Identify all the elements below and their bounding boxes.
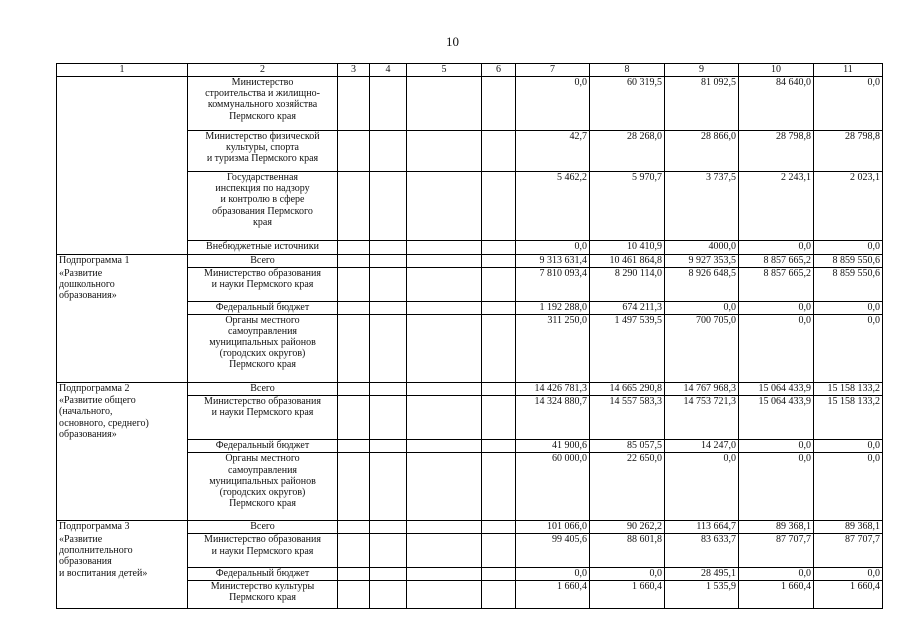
- amount-cell-col8: 85 057,5: [590, 440, 665, 453]
- subprogram-cell: [57, 581, 188, 609]
- amount-cell-col10: 0,0: [739, 301, 814, 314]
- empty-cell: [338, 172, 370, 241]
- amount-cell-col8: 10 410,9: [590, 241, 665, 255]
- table-row: [57, 131, 883, 172]
- amount-cell-col10: 0,0: [739, 440, 814, 453]
- empty-cell: [407, 521, 482, 534]
- amount-cell-col8: 88 601,8: [590, 534, 665, 568]
- empty-cell: [407, 581, 482, 609]
- amount-cell-col9: 28 866,0: [665, 131, 739, 172]
- subprogram-cell: [57, 172, 188, 241]
- empty-cell: [370, 241, 407, 255]
- funding-source-cell: Министерство образования и науки Пермского края: [188, 268, 338, 302]
- table-row: [57, 77, 883, 131]
- table-row: [57, 440, 883, 453]
- amount-cell-col10: 28 798,8: [739, 131, 814, 172]
- amount-cell-col10: 2 243,1: [739, 172, 814, 241]
- column-header-11: 11: [814, 64, 883, 77]
- amount-cell-col11: 15 158 133,2: [814, 382, 883, 395]
- empty-cell: [338, 453, 370, 521]
- column-header-3: 3: [338, 64, 370, 77]
- subprogram-cell: [57, 440, 188, 453]
- amount-cell-col10: 8 857 665,2: [739, 255, 814, 268]
- column-header-2: 2: [188, 64, 338, 77]
- subprogram-cell: [57, 301, 188, 314]
- empty-cell: [338, 268, 370, 302]
- empty-cell: [370, 255, 407, 268]
- table-row: [57, 521, 883, 534]
- amount-cell-col7: 311 250,0: [516, 314, 590, 382]
- amount-cell-col9: 4000,0: [665, 241, 739, 255]
- amount-cell-col11: 8 859 550,6: [814, 268, 883, 302]
- amount-cell-col8: 1 660,4: [590, 581, 665, 609]
- funding-source-cell: Министерство образования и науки Пермского края: [188, 534, 338, 568]
- empty-cell: [407, 453, 482, 521]
- table-row: [57, 395, 883, 440]
- budget-table: [56, 63, 883, 609]
- subprogram-cell: «Развитие дополнительного образования: [57, 534, 188, 568]
- amount-cell-col10: 8 857 665,2: [739, 268, 814, 302]
- funding-source-cell: Всего: [188, 255, 338, 268]
- empty-cell: [482, 77, 516, 131]
- empty-cell: [407, 314, 482, 382]
- table-body: [57, 77, 883, 609]
- empty-cell: [370, 172, 407, 241]
- amount-cell-col10: 87 707,7: [739, 534, 814, 568]
- amount-cell-col7: 9 313 631,4: [516, 255, 590, 268]
- empty-cell: [370, 534, 407, 568]
- empty-cell: [370, 382, 407, 395]
- amount-cell-col11: 0,0: [814, 301, 883, 314]
- subprogram-cell: [57, 314, 188, 382]
- amount-cell-col7: 60 000,0: [516, 453, 590, 521]
- amount-cell-col7: 0,0: [516, 568, 590, 581]
- funding-source-cell: Федеральный бюджет: [188, 301, 338, 314]
- subprogram-cell: Подпрограмма 2: [57, 382, 188, 395]
- amount-cell-col7: 0,0: [516, 77, 590, 131]
- funding-source-cell: Министерство физической культуры, спорта и туризма Пермского края: [188, 131, 338, 172]
- empty-cell: [370, 395, 407, 440]
- empty-cell: [338, 568, 370, 581]
- header-row: [57, 64, 883, 77]
- amount-cell-col9: 1 535,9: [665, 581, 739, 609]
- empty-cell: [407, 301, 482, 314]
- amount-cell-col7: 99 405,6: [516, 534, 590, 568]
- column-header-5: 5: [407, 64, 482, 77]
- empty-cell: [338, 255, 370, 268]
- empty-cell: [338, 314, 370, 382]
- amount-cell-col7: 101 066,0: [516, 521, 590, 534]
- column-header-7: 7: [516, 64, 590, 77]
- column-header-1: 1: [57, 64, 188, 77]
- funding-source-cell: Всего: [188, 521, 338, 534]
- empty-cell: [482, 172, 516, 241]
- amount-cell-col8: 14 665 290,8: [590, 382, 665, 395]
- empty-cell: [482, 268, 516, 302]
- empty-cell: [370, 521, 407, 534]
- empty-cell: [482, 382, 516, 395]
- table-row: [57, 268, 883, 302]
- column-header-4: 4: [370, 64, 407, 77]
- amount-cell-col8: 5 970,7: [590, 172, 665, 241]
- empty-cell: [407, 382, 482, 395]
- table-row: [57, 568, 883, 581]
- empty-cell: [338, 382, 370, 395]
- empty-cell: [482, 534, 516, 568]
- amount-cell-col11: 89 368,1: [814, 521, 883, 534]
- amount-cell-col9: 113 664,7: [665, 521, 739, 534]
- subprogram-cell: Подпрограмма 1: [57, 255, 188, 268]
- column-header-10: 10: [739, 64, 814, 77]
- amount-cell-col10: 89 368,1: [739, 521, 814, 534]
- subprogram-cell: [57, 77, 188, 131]
- amount-cell-col8: 28 268,0: [590, 131, 665, 172]
- table-row: [57, 301, 883, 314]
- amount-cell-col9: 8 926 648,5: [665, 268, 739, 302]
- page-number: 10: [446, 34, 459, 49]
- table-row: [57, 241, 883, 255]
- column-header-9: 9: [665, 64, 739, 77]
- empty-cell: [338, 440, 370, 453]
- amount-cell-col8: 1 497 539,5: [590, 314, 665, 382]
- empty-cell: [407, 77, 482, 131]
- amount-cell-col9: 28 495,1: [665, 568, 739, 581]
- funding-source-cell: Министерство культуры Пермского края: [188, 581, 338, 609]
- empty-cell: [338, 241, 370, 255]
- table-row: [57, 172, 883, 241]
- amount-cell-col8: 674 211,3: [590, 301, 665, 314]
- amount-cell-col8: 22 650,0: [590, 453, 665, 521]
- amount-cell-col9: 83 633,7: [665, 534, 739, 568]
- funding-source-cell: Министерство образования и науки Пермского края: [188, 395, 338, 440]
- amount-cell-col7: 14 324 880,7: [516, 395, 590, 440]
- amount-cell-col9: 3 737,5: [665, 172, 739, 241]
- empty-cell: [482, 568, 516, 581]
- amount-cell-col8: 14 557 583,3: [590, 395, 665, 440]
- column-header-6: 6: [482, 64, 516, 77]
- funding-source-cell: Органы местного самоуправления муниципальных районов (городских округов) Пермского края: [188, 314, 338, 382]
- amount-cell-col11: 0,0: [814, 453, 883, 521]
- funding-source-cell: Всего: [188, 382, 338, 395]
- amount-cell-col10: 0,0: [739, 453, 814, 521]
- empty-cell: [482, 314, 516, 382]
- empty-cell: [338, 77, 370, 131]
- table-row: [57, 534, 883, 568]
- empty-cell: [407, 268, 482, 302]
- amount-cell-col7: 0,0: [516, 241, 590, 255]
- amount-cell-col11: 8 859 550,6: [814, 255, 883, 268]
- amount-cell-col7: 14 426 781,3: [516, 382, 590, 395]
- empty-cell: [370, 568, 407, 581]
- empty-cell: [482, 131, 516, 172]
- amount-cell-col8: 8 290 114,0: [590, 268, 665, 302]
- subprogram-cell: [57, 241, 188, 255]
- amount-cell-col11: 87 707,7: [814, 534, 883, 568]
- empty-cell: [407, 534, 482, 568]
- amount-cell-col10: 15 064 433,9: [739, 382, 814, 395]
- empty-cell: [482, 453, 516, 521]
- funding-source-cell: Федеральный бюджет: [188, 440, 338, 453]
- empty-cell: [482, 521, 516, 534]
- amount-cell-col10: 0,0: [739, 568, 814, 581]
- subprogram-cell: и воспитания детей»: [57, 568, 188, 581]
- empty-cell: [482, 301, 516, 314]
- amount-cell-col10: 84 640,0: [739, 77, 814, 131]
- amount-cell-col7: 1 660,4: [516, 581, 590, 609]
- empty-cell: [407, 255, 482, 268]
- table-row: [57, 581, 883, 609]
- amount-cell-col7: 5 462,2: [516, 172, 590, 241]
- amount-cell-col8: 0,0: [590, 568, 665, 581]
- amount-cell-col8: 10 461 864,8: [590, 255, 665, 268]
- empty-cell: [482, 581, 516, 609]
- amount-cell-col11: 0,0: [814, 241, 883, 255]
- empty-cell: [338, 131, 370, 172]
- amount-cell-col11: 0,0: [814, 440, 883, 453]
- amount-cell-col10: 1 660,4: [739, 581, 814, 609]
- column-header-8: 8: [590, 64, 665, 77]
- table-row: [57, 255, 883, 268]
- amount-cell-col9: 0,0: [665, 301, 739, 314]
- empty-cell: [370, 268, 407, 302]
- funding-source-cell: Министерство строительства и жилищно- коммунального хозяйства Пермского края: [188, 77, 338, 131]
- empty-cell: [370, 314, 407, 382]
- empty-cell: [407, 131, 482, 172]
- empty-cell: [407, 172, 482, 241]
- subprogram-cell: [57, 453, 188, 521]
- empty-cell: [338, 395, 370, 440]
- amount-cell-col10: 15 064 433,9: [739, 395, 814, 440]
- amount-cell-col11: 2 023,1: [814, 172, 883, 241]
- amount-cell-col10: 0,0: [739, 241, 814, 255]
- subprogram-cell: «Развитие общего (начального, основного, среднего) образования»: [57, 395, 188, 440]
- empty-cell: [407, 241, 482, 255]
- empty-cell: [407, 440, 482, 453]
- amount-cell-col9: 0,0: [665, 453, 739, 521]
- funding-source-cell: Федеральный бюджет: [188, 568, 338, 581]
- amount-cell-col10: 0,0: [739, 314, 814, 382]
- amount-cell-col9: 14 753 721,3: [665, 395, 739, 440]
- amount-cell-col9: 700 705,0: [665, 314, 739, 382]
- table-row: [57, 453, 883, 521]
- empty-cell: [482, 241, 516, 255]
- amount-cell-col7: 42,7: [516, 131, 590, 172]
- amount-cell-col9: 9 927 353,5: [665, 255, 739, 268]
- empty-cell: [338, 301, 370, 314]
- empty-cell: [407, 395, 482, 440]
- empty-cell: [482, 395, 516, 440]
- empty-cell: [407, 568, 482, 581]
- amount-cell-col8: 60 319,5: [590, 77, 665, 131]
- empty-cell: [370, 581, 407, 609]
- amount-cell-col9: 14 767 968,3: [665, 382, 739, 395]
- empty-cell: [482, 255, 516, 268]
- amount-cell-col7: 7 810 093,4: [516, 268, 590, 302]
- empty-cell: [370, 131, 407, 172]
- subprogram-cell: Подпрограмма 3: [57, 521, 188, 534]
- amount-cell-col11: 15 158 133,2: [814, 395, 883, 440]
- funding-source-cell: Внебюджетные источники: [188, 241, 338, 255]
- subprogram-cell: [57, 131, 188, 172]
- amount-cell-col9: 81 092,5: [665, 77, 739, 131]
- empty-cell: [338, 521, 370, 534]
- table-row: [57, 382, 883, 395]
- empty-cell: [370, 440, 407, 453]
- empty-cell: [370, 301, 407, 314]
- empty-cell: [482, 440, 516, 453]
- amount-cell-col7: 1 192 288,0: [516, 301, 590, 314]
- empty-cell: [338, 581, 370, 609]
- amount-cell-col11: 0,0: [814, 314, 883, 382]
- amount-cell-col11: 0,0: [814, 568, 883, 581]
- subprogram-cell: «Развитие дошкольного образования»: [57, 268, 188, 302]
- funding-source-cell: Государственная инспекция по надзору и контролю в сфере образования Пермского края: [188, 172, 338, 241]
- amount-cell-col8: 90 262,2: [590, 521, 665, 534]
- funding-source-cell: Органы местного самоуправления муниципальных районов (городских округов) Пермского края: [188, 453, 338, 521]
- amount-cell-col11: 28 798,8: [814, 131, 883, 172]
- amount-cell-col7: 41 900,6: [516, 440, 590, 453]
- amount-cell-col9: 14 247,0: [665, 440, 739, 453]
- empty-cell: [338, 534, 370, 568]
- table-row: [57, 314, 883, 382]
- amount-cell-col11: 0,0: [814, 77, 883, 131]
- empty-cell: [370, 453, 407, 521]
- empty-cell: [370, 77, 407, 131]
- amount-cell-col11: 1 660,4: [814, 581, 883, 609]
